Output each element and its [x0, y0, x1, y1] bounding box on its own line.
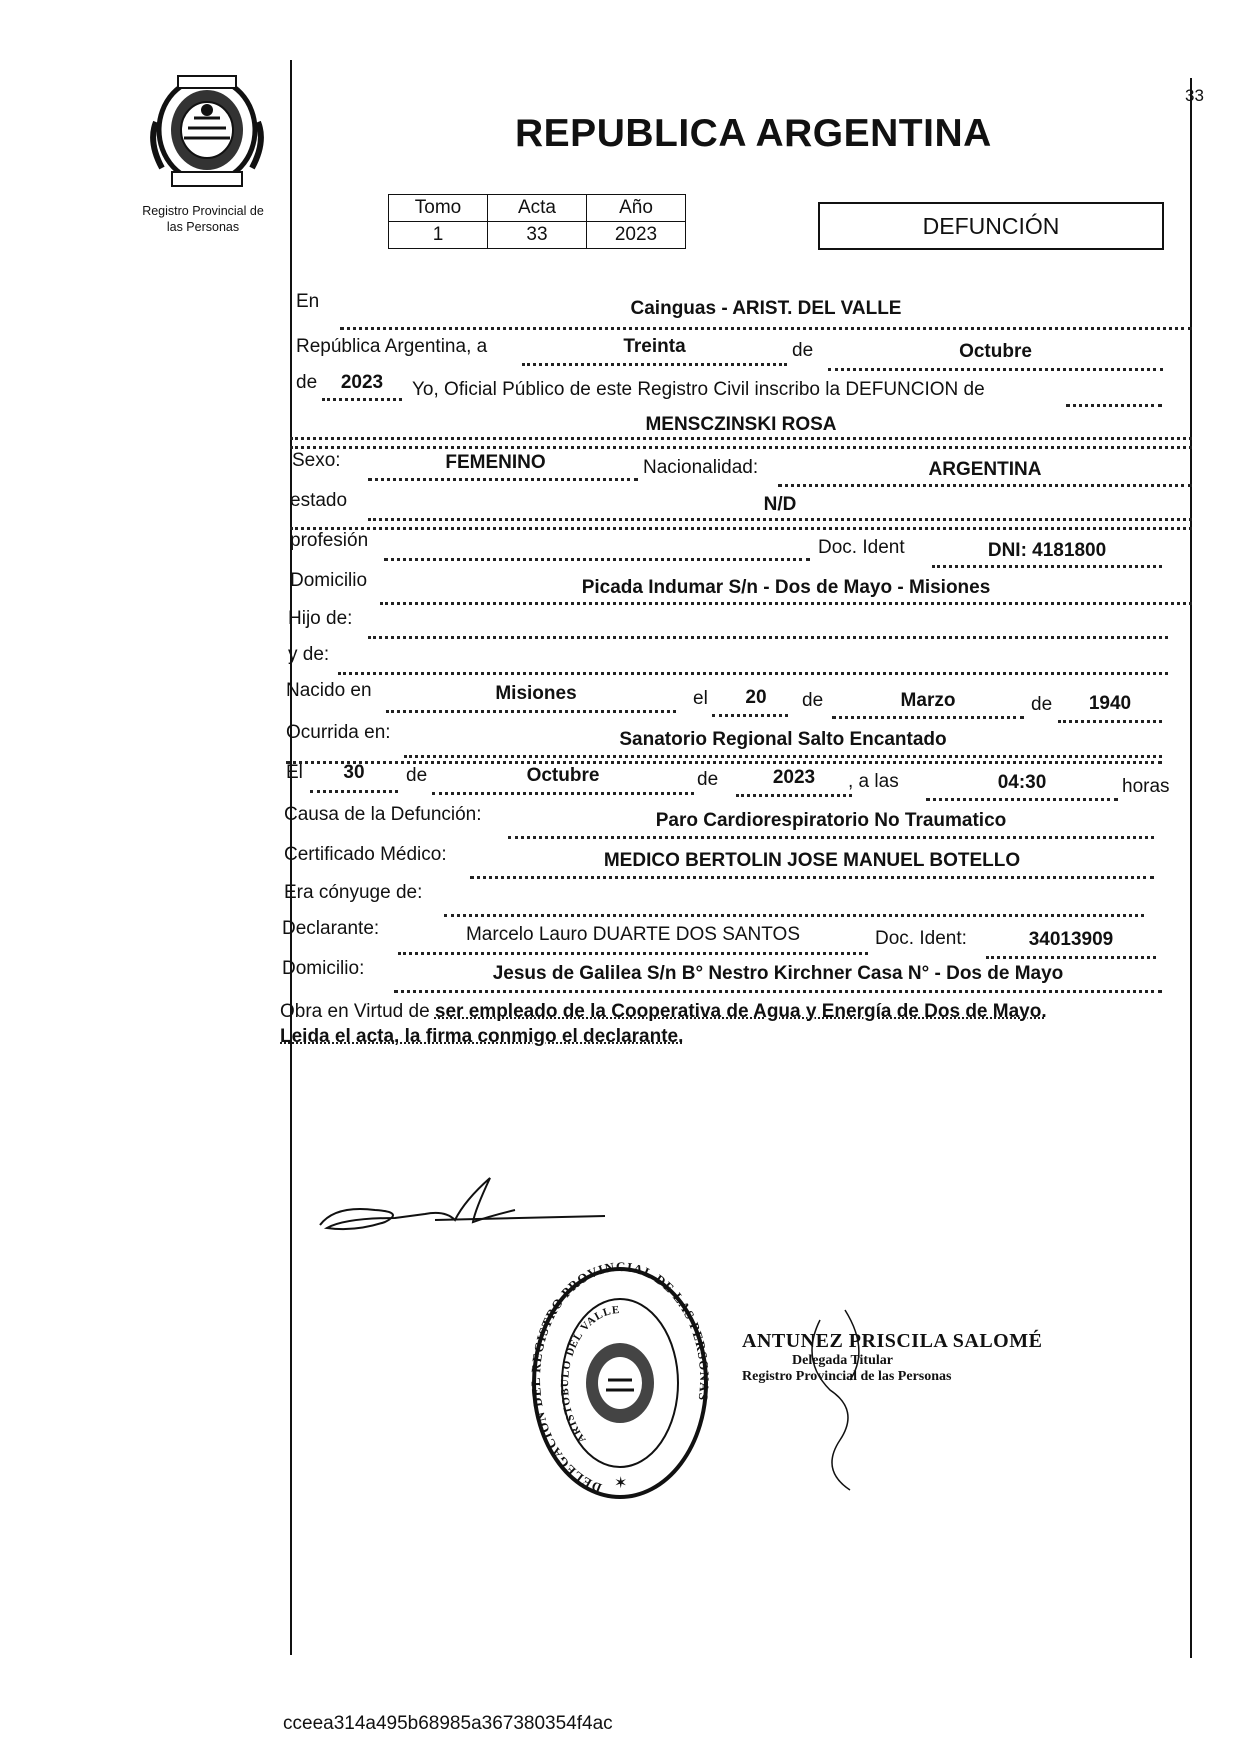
- declarante-value: Marcelo Lauro DUARTE DOS SANTOS: [465, 924, 800, 945]
- acta-value: 33: [488, 222, 587, 249]
- def-anio-value: 2023: [772, 767, 816, 788]
- nombre-dotted-line: [290, 437, 1192, 440]
- certificado-label: Certificado Médico:: [284, 844, 447, 865]
- dia-dotted-line: [522, 363, 787, 366]
- yo-dotted-line: [1066, 404, 1162, 407]
- nacionalidad-dotted-line: [778, 484, 1192, 487]
- registry-name-line1: Registro Provincial de: [142, 204, 264, 218]
- doc-ident-dotted-line: [932, 565, 1162, 568]
- en-dotted-line: [340, 327, 1192, 330]
- registry-name-line2: las Personas: [166, 220, 240, 234]
- mes-dotted-line: [828, 368, 1163, 371]
- hora-value: 04:30: [997, 772, 1047, 793]
- de-label-1: de: [792, 340, 814, 361]
- nacionalidad-value: ARGENTINA: [928, 459, 1042, 480]
- nac-dia-value: 20: [745, 687, 767, 708]
- registry-name: [128, 203, 278, 235]
- leida-text: Leida el acta, la firma conmigo el declarante.: [280, 1026, 684, 1047]
- official-office: Registro Provincial de las Personas: [742, 1369, 952, 1384]
- domicilio-dotted-line: [380, 602, 1192, 605]
- estado-label: estado: [290, 490, 348, 511]
- def-dia-value: 30: [343, 762, 365, 783]
- en-value: Cainguas - ARIST. DEL VALLE: [630, 298, 902, 319]
- causa-label: Causa de la Defunción:: [284, 804, 482, 825]
- domicilio-value: Picada Indumar S/n - Dos de Mayo - Misiones: [581, 577, 991, 598]
- def-de-label-1: de: [406, 765, 428, 786]
- tomo-header: Tomo: [389, 195, 488, 222]
- yde-dotted-line: [338, 672, 1168, 675]
- page-number: 33: [1185, 86, 1204, 105]
- en-label: En: [296, 291, 320, 312]
- ocurrida-value: Sanatorio Regional Salto Encantado: [619, 729, 947, 750]
- nacido-lugar-dotted-line: [386, 710, 676, 713]
- obra-label: Obra en Virtud de: [280, 1001, 430, 1022]
- nac-anio-value: 1940: [1088, 693, 1132, 714]
- estado-value: N/D: [763, 494, 797, 515]
- nombre-value: MENSCZINSKI ROSA: [645, 414, 837, 435]
- profesion-dotted-line: [384, 558, 810, 561]
- ocurrida-dotted-line: [404, 755, 1162, 758]
- sexo-dotted-line: [368, 478, 638, 481]
- hijo-label: Hijo de:: [288, 608, 353, 629]
- delegacion-stamp-icon: [528, 1262, 712, 1504]
- conyuge-label: Era cónyuge de:: [284, 882, 423, 903]
- tomo-value: 1: [389, 222, 488, 249]
- dia-texto-value: Treinta: [623, 336, 686, 357]
- declarant-signature: [315, 1170, 615, 1240]
- anio-header: Año: [587, 195, 686, 222]
- anio-dotted-line: [322, 398, 402, 401]
- domicilio2-value: Jesus de Galilea S/n B° Nestro Kirchner Casa N° - Dos de Mayo: [492, 963, 1064, 984]
- domicilio-label: Domicilio: [290, 570, 368, 591]
- document-title: REPUBLICA ARGENTINA: [515, 112, 992, 155]
- nacido-label: Nacido en: [286, 680, 372, 701]
- obra-paragraph: [280, 999, 1047, 1049]
- svg-text:ARISTOBULO DEL VALLE: ARISTOBULO DEL VALLE: [558, 1303, 621, 1446]
- row-separator-1: [290, 446, 1192, 449]
- domicilio2-label: Domicilio:: [282, 958, 365, 979]
- def-mes-value: Octubre: [526, 765, 600, 786]
- doc-ident-label: Doc. Ident: [818, 537, 905, 558]
- doc-ident2-dotted-line: [986, 956, 1156, 959]
- alas-label: , a las: [848, 771, 899, 792]
- tomo-acta-anio-table: [388, 194, 686, 249]
- nac-mes-value: Marzo: [900, 690, 956, 711]
- profesion-label: profesión: [290, 530, 369, 551]
- horas-label: horas: [1122, 776, 1170, 797]
- hora-dotted-line: [926, 798, 1118, 801]
- causa-value: Paro Cardiorespiratorio No Traumatico: [655, 810, 1007, 831]
- republica-label: República Argentina, a: [296, 336, 488, 357]
- mes-value: Octubre: [959, 341, 1032, 362]
- doc-ident-value: DNI: 4181800: [987, 540, 1107, 561]
- declarante-dotted-line: [398, 952, 868, 955]
- doc-ident2-label: Doc. Ident:: [875, 928, 967, 949]
- el-label: El: [286, 762, 303, 783]
- official-signature: [790, 1300, 900, 1500]
- estado-dotted-line: [368, 518, 1192, 521]
- row-separator-2: [290, 527, 1192, 530]
- causa-dotted-line: [508, 836, 1154, 839]
- def-anio-dotted-line: [736, 794, 852, 797]
- nac-mes-dotted-line: [832, 716, 1024, 719]
- nac-de-label-1: de: [802, 690, 824, 711]
- obra-value: ser empleado de la Cooperativa de Agua y Energía de Dos de Mayo.: [434, 1001, 1047, 1022]
- acta-header: Acta: [488, 195, 587, 222]
- document-type-box: DEFUNCIÓN: [818, 202, 1164, 250]
- yo-text: Yo, Oficial Público de este Registro Civil inscribo la DEFUNCION de: [412, 379, 985, 400]
- nacido-el-label: el: [693, 688, 708, 709]
- doc-ident2-value: 34013909: [1028, 929, 1114, 950]
- declarante-label: Declarante:: [282, 918, 380, 939]
- domicilio2-dotted-line: [394, 990, 1162, 993]
- provincia-misiones-seal-icon: [148, 72, 266, 192]
- anio-value: 2023: [587, 222, 686, 249]
- certificado-value: MEDICO BERTOLIN JOSE MANUEL BOTELLO: [603, 850, 1021, 871]
- hijo-dotted-line: [368, 636, 1168, 639]
- def-dia-dotted-line: [310, 790, 398, 793]
- yde-label: y de:: [288, 644, 330, 665]
- sexo-value: FEMENINO: [445, 452, 546, 473]
- certificado-dotted-line: [470, 876, 1154, 879]
- nac-dia-dotted-line: [712, 714, 788, 717]
- de-label-2: de: [296, 372, 318, 393]
- def-de-label-2: de: [697, 769, 719, 790]
- nac-anio-dotted-line: [1058, 720, 1162, 723]
- row-separator-3: [286, 761, 1162, 764]
- document-hash: cceea314a495b68985a367380354f4ac: [283, 1713, 613, 1734]
- conyuge-dotted-line: [444, 914, 1144, 917]
- nac-de-label-2: de: [1031, 694, 1053, 715]
- official-name: ANTUNEZ PRISCILA SALOMÉ: [742, 1330, 1043, 1352]
- sexo-label: Sexo:: [292, 450, 341, 471]
- svg-text:DELEGACION DEL REGISTRO PROVIN: DELEGACION DEL REGISTRO PROVINCIAL DE LAS PERSONAS: [528, 1262, 712, 1496]
- svg-text:✶: ✶: [614, 1475, 628, 1492]
- anio-value: 2023: [340, 372, 384, 393]
- nacido-lugar-value: Misiones: [495, 683, 577, 704]
- def-mes-dotted-line: [432, 792, 694, 795]
- ocurrida-label: Ocurrida en:: [286, 722, 391, 743]
- nacionalidad-label: Nacionalidad:: [643, 457, 759, 478]
- official-role: Delegada Titular: [792, 1353, 893, 1368]
